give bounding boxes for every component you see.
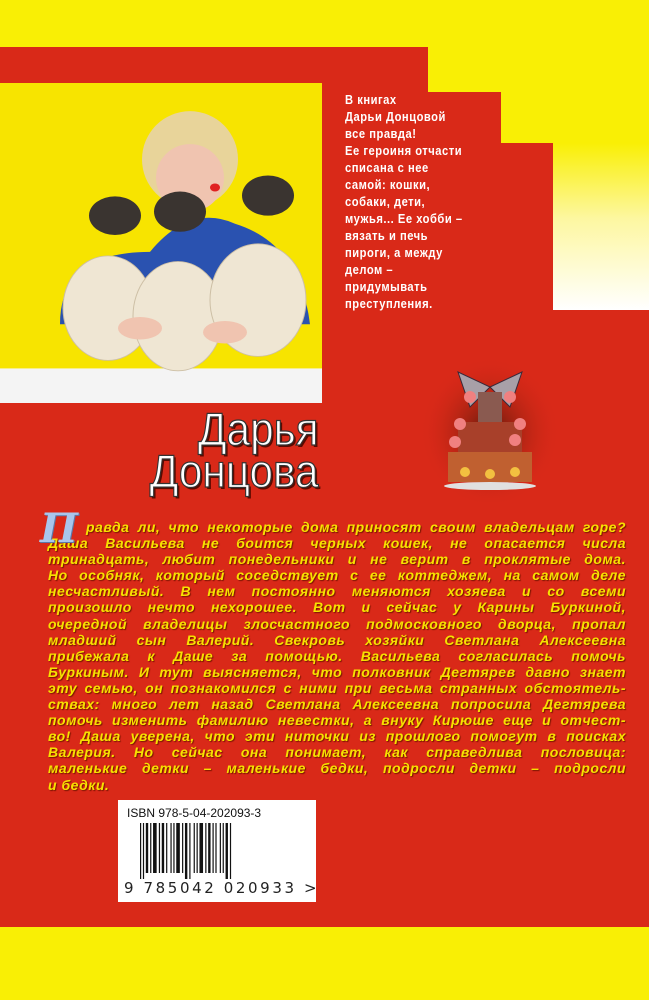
- drop-cap: П: [40, 505, 79, 552]
- teaser-line: Дарьи Донцовой: [345, 109, 446, 124]
- barcode-bar: [197, 823, 198, 873]
- teaser-line: списана с нее: [345, 160, 429, 175]
- teaser-line: пироги, а между: [345, 245, 443, 260]
- description-line: произошло нечто нехорошее. Вот и сейчас у Карины Буркиной,: [48, 599, 626, 616]
- barcode-bar: [230, 823, 231, 879]
- teaser-line: преступления.: [345, 296, 433, 311]
- teaser-line: делом –: [345, 262, 394, 277]
- author-first-name: Дарья: [198, 403, 319, 455]
- barcode-bar: [182, 823, 183, 873]
- barcode-bar: [215, 823, 216, 873]
- description-line: тринадцать, любит понедельники и не верит в проклятые дома.: [48, 551, 626, 568]
- teaser-line: мужья... Ее хобби –: [345, 211, 463, 226]
- description-line: равда ли, что некоторые дома приносят своим владельцам горе?: [86, 519, 626, 535]
- barcode-bar: [223, 823, 224, 873]
- book-description: [40, 505, 626, 793]
- barcode-digits: 9 785042 020933 >: [124, 879, 320, 897]
- teaser-line: В книгах: [345, 92, 397, 107]
- description-line: эту семью, он познакомился с ними при весьма странных обстоятель-: [48, 679, 626, 696]
- barcode-bar: [140, 823, 141, 879]
- description-line: несчастливый. В нем постоянно меняются хозяева и со всеми: [48, 583, 626, 600]
- description-line: Но особняк, который соседствует с ее коттеджем, на самом деле: [48, 567, 626, 584]
- barcode-box: [118, 800, 320, 902]
- barcode-icon: [140, 823, 290, 879]
- barcode-bar: [162, 823, 164, 873]
- description-line: помочь изменить фамилию невестки, а внуку Кирюше еще и отчест-: [48, 712, 626, 729]
- description-line: во! Даша уверена, что эти ниточки из прошлого помогут в поисках: [48, 728, 626, 745]
- barcode-bar: [199, 823, 203, 873]
- description-line: Даша Васильева не боится черных кошек, не опасается числа: [48, 535, 626, 552]
- barcode-bar: [213, 823, 214, 873]
- barcode-bar: [226, 823, 228, 879]
- barcode-bar: [143, 823, 144, 879]
- description-line: Валерия. Но сейчас она понимает, как справедлива пословица:: [48, 744, 626, 761]
- description-line: очередной владелицы злосчастного подмосковного дворца, пропал: [48, 615, 626, 632]
- barcode-bar: [220, 823, 221, 873]
- teaser-line: самой: кошки,: [345, 177, 431, 192]
- description-line: младший сын Валерий. Свекровь хозяйки Светлана Алексеевна: [48, 631, 626, 648]
- teaser-line: придумывать: [345, 279, 428, 294]
- author-last-name: Донцова: [150, 445, 319, 497]
- teaser-line: Ее героиня отчасти: [345, 143, 463, 158]
- barcode-bar: [205, 823, 206, 873]
- description-line: прибежала к Даше за помощью. Васильева согласилась помочь: [48, 647, 626, 664]
- teaser-text: [345, 91, 463, 312]
- barcode-bar: [185, 823, 187, 879]
- barcode-bar: [146, 823, 148, 873]
- barcode-bar: [189, 823, 190, 879]
- isbn-label: ISBN 978-5-04-202093-3: [127, 806, 262, 820]
- description-line: ствах: много лет назад Светлана Алексеевна попросила Дегтярева: [48, 696, 626, 713]
- barcode-bar: [170, 823, 171, 873]
- author-name: [150, 403, 319, 497]
- barcode-bar: [194, 823, 195, 873]
- barcode-bar: [153, 823, 157, 873]
- barcode-bar: [166, 823, 167, 873]
- cake-emblem: [420, 352, 560, 502]
- description-line: Буркиным. И тут выясняется, что полковник Дегтярев давно знает: [48, 663, 626, 680]
- description-line: и бедки.: [48, 776, 110, 793]
- teaser-line: вязать и печь: [345, 228, 429, 243]
- barcode-bar: [173, 823, 174, 873]
- author-photo: [0, 83, 322, 403]
- teaser-line: все правда!: [345, 126, 417, 141]
- teaser-line: собаки, дети,: [345, 194, 426, 209]
- barcode-bar: [159, 823, 160, 873]
- barcode-bar: [176, 823, 180, 873]
- barcode-bar: [150, 823, 151, 873]
- barcode-bar: [208, 823, 210, 873]
- description-line: маленькие детки – маленькие бедки, подросли детки – подросли: [48, 760, 626, 777]
